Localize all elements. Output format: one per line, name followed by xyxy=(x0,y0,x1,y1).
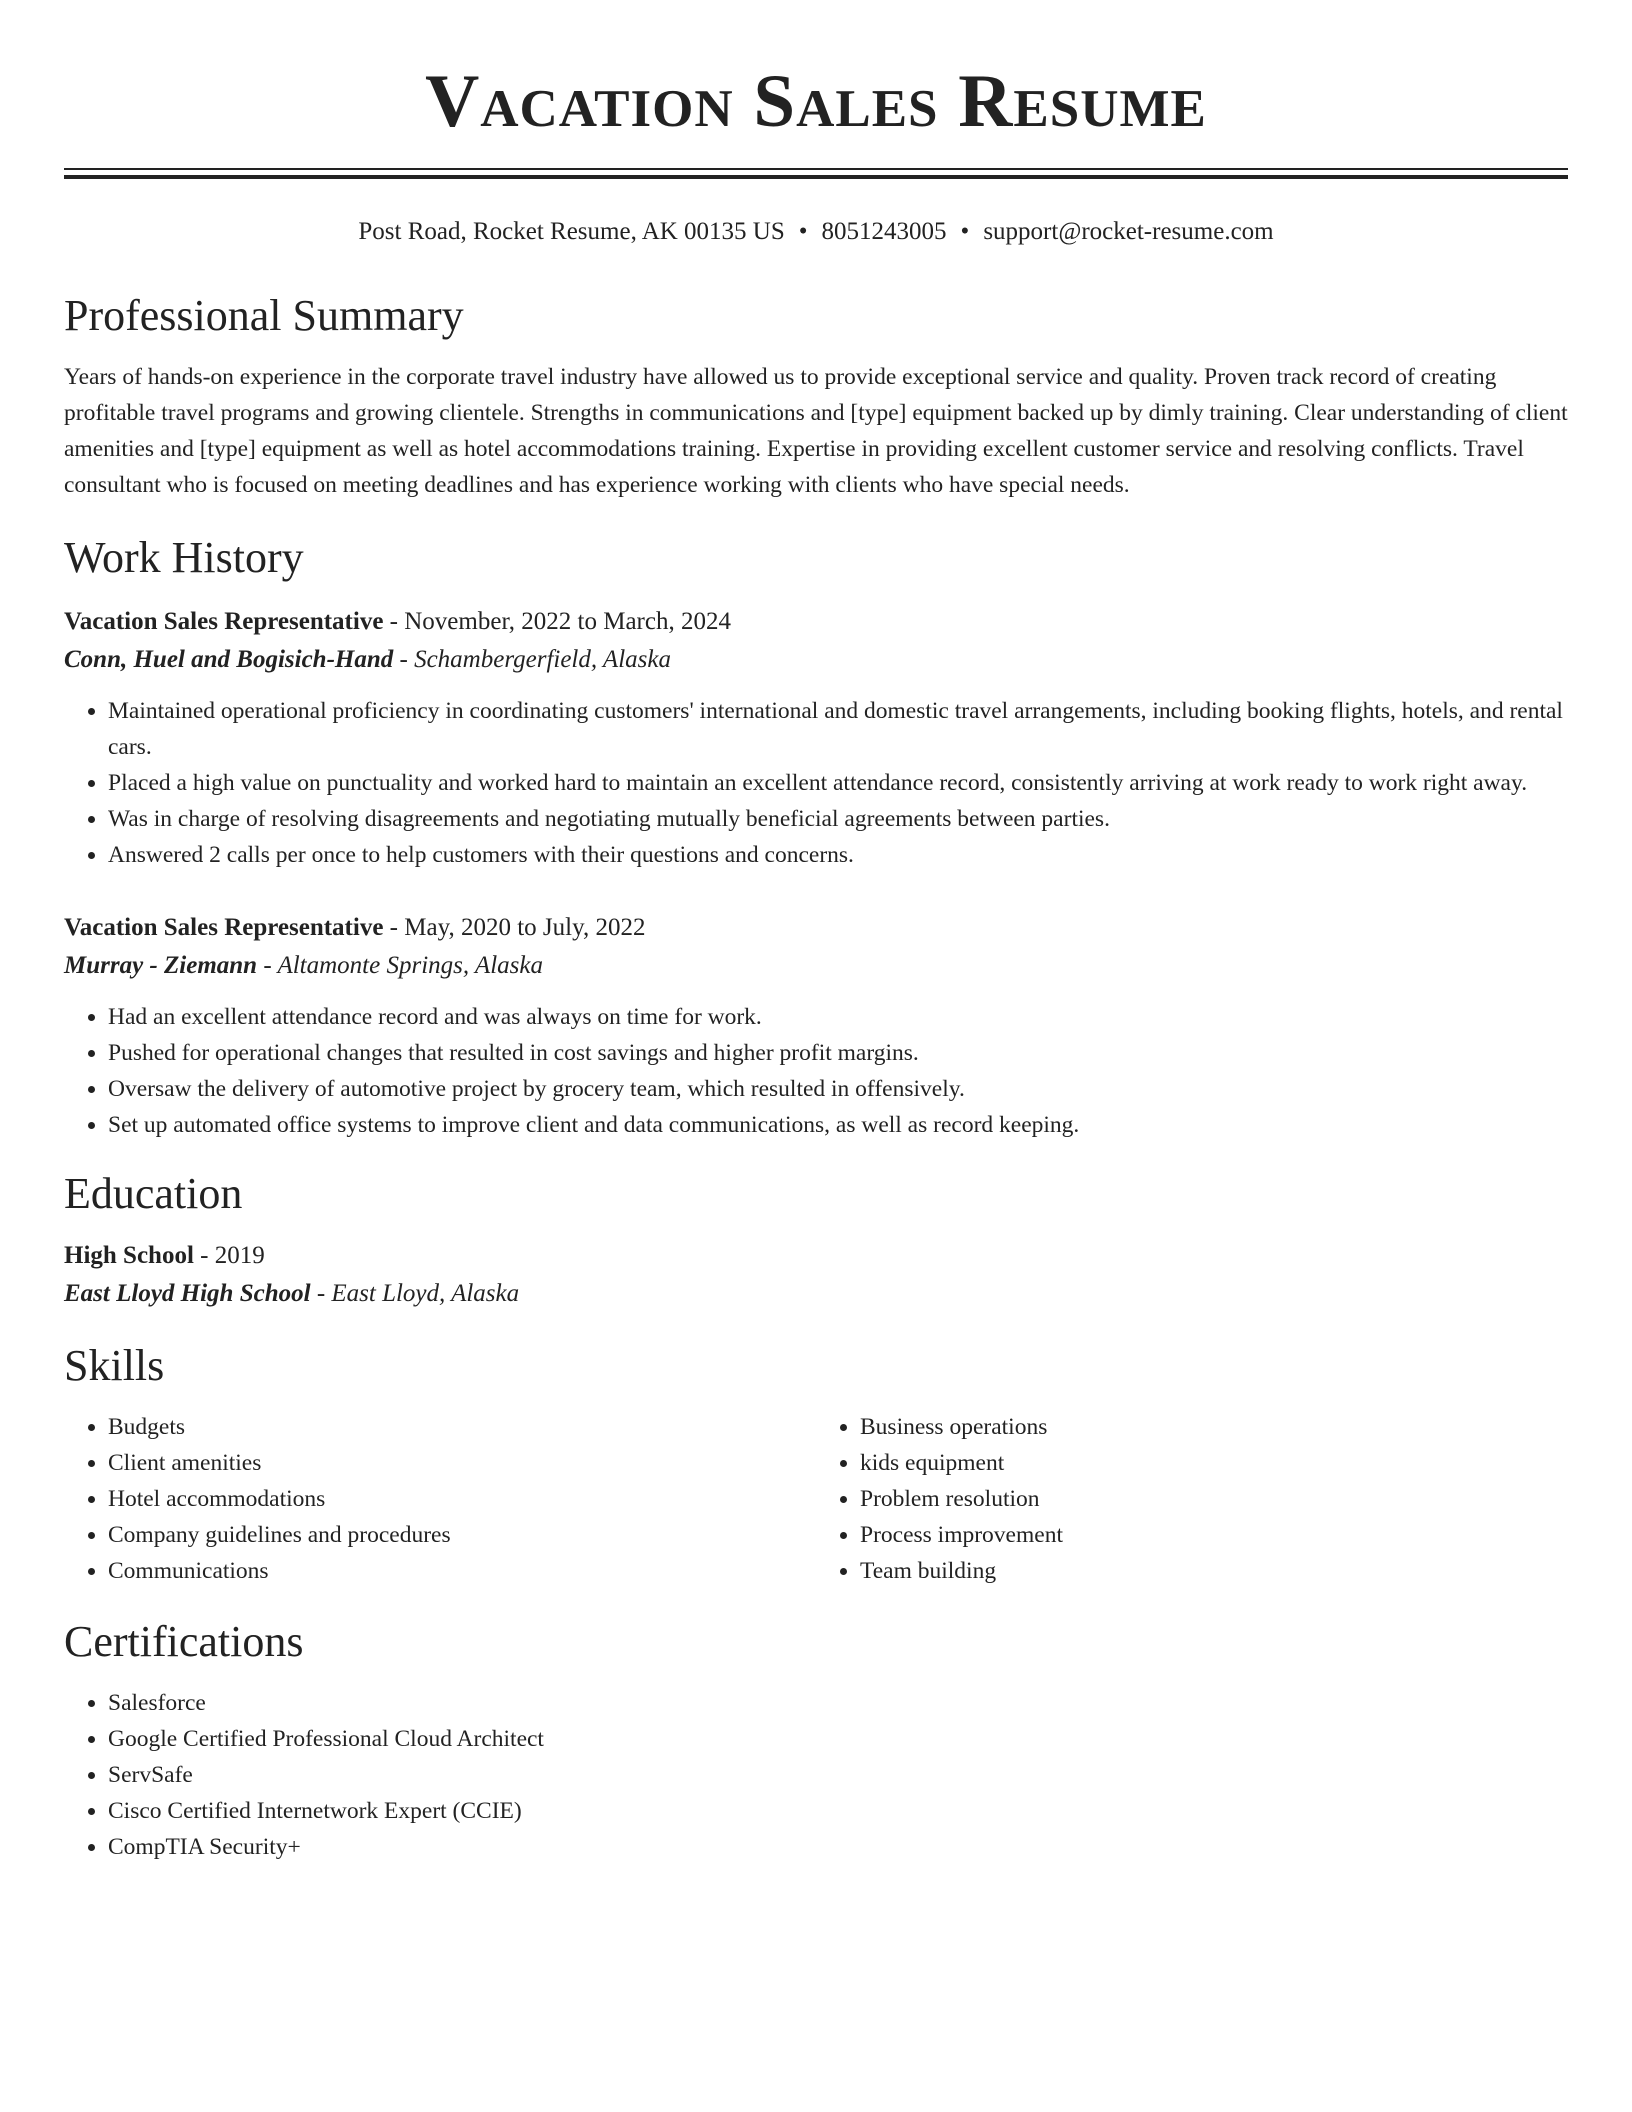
title-divider-thick xyxy=(64,175,1568,179)
contact-email: support@rocket-resume.com xyxy=(983,218,1274,245)
job-title-line xyxy=(64,909,1568,947)
job-bullets xyxy=(64,693,1568,873)
title-divider-thin xyxy=(64,168,1568,170)
education-entry xyxy=(64,1237,1568,1313)
list-item: • Cisco Certified Internetwork Expert (CCIE) xyxy=(108,1793,1568,1829)
summary-heading: Professional Summary xyxy=(64,291,464,340)
certifications-heading: Certifications xyxy=(64,1617,304,1666)
list-item: • ServSafe xyxy=(108,1757,1568,1793)
list-item: • Budgets xyxy=(108,1409,816,1445)
employer-name: Murray - Ziemann xyxy=(64,952,258,979)
contact-phone: 8051243005 xyxy=(821,218,947,245)
list-item: • Salesforce xyxy=(108,1685,1568,1721)
contact-line xyxy=(64,215,1568,249)
degree-name: High School xyxy=(64,1242,194,1269)
job-title: Vacation Sales Representative xyxy=(64,914,384,941)
list-item: • Process improvement xyxy=(860,1517,1568,1553)
degree-year: - 2019 xyxy=(193,1242,265,1269)
list-item: • Oversaw the delivery of automotive project by grocery team, which resulted in offensively. xyxy=(108,1071,1568,1107)
employer-location: - Altamonte Springs, Alaska xyxy=(257,952,543,979)
contact-separator: • xyxy=(960,218,970,245)
contact-separator: • xyxy=(798,218,808,245)
skills-heading: Skills xyxy=(64,1341,165,1390)
list-item: • Client amenities xyxy=(108,1445,816,1481)
list-item: • Communications xyxy=(108,1553,816,1589)
school-name: East Lloyd High School xyxy=(64,1280,311,1307)
employer-location: - Schambergerfield, Alaska xyxy=(393,646,671,673)
list-item: • Was in charge of resolving disagreements and negotiating mutually beneficial agreements between parties. xyxy=(108,801,1568,837)
list-item: • Answered 2 calls per once to help customers with their questions and concerns. xyxy=(108,837,1568,873)
job-dates: - November, 2022 to March, 2024 xyxy=(383,608,731,635)
list-item: • Placed a high value on punctuality and worked hard to maintain an excellent attendance record, consistently arriving at work ready to work right away. xyxy=(108,765,1568,801)
school-location: - East Lloyd, Alaska xyxy=(310,1280,520,1307)
list-item: • CompTIA Security+ xyxy=(108,1829,1568,1865)
list-item: • Problem resolution xyxy=(860,1481,1568,1517)
degree-line xyxy=(64,1237,1568,1275)
job-title-line xyxy=(64,603,1568,641)
skills-left-column xyxy=(64,1409,816,1589)
education-section xyxy=(64,1167,1568,1313)
list-item: • Google Certified Professional Cloud Architect xyxy=(108,1721,1568,1757)
list-item: • Team building xyxy=(860,1553,1568,1589)
list-item: • Had an excellent attendance record and was always on time for work. xyxy=(108,999,1568,1035)
resume-title: Vacation Sales Resume xyxy=(425,60,1207,143)
job-title: Vacation Sales Representative xyxy=(64,608,384,635)
employer-line xyxy=(64,641,1568,679)
education-heading: Education xyxy=(64,1169,243,1218)
job-dates: - May, 2020 to July, 2022 xyxy=(383,914,646,941)
employer-name: Conn, Huel and Bogisich-Hand xyxy=(64,646,394,673)
certifications-section xyxy=(64,1615,1568,1865)
job-bullets xyxy=(64,999,1568,1143)
list-item: • Business operations xyxy=(860,1409,1568,1445)
list-item: • Pushed for operational changes that resulted in cost savings and higher profit margins. xyxy=(108,1035,1568,1071)
list-item: • Hotel accommodations xyxy=(108,1481,816,1517)
school-line xyxy=(64,1275,1568,1313)
summary-text: Years of hands-on experience in the corporate travel industry have allowed us to provide exceptional service and quality. Proven track record of creating profitable travel programs and growing clientele. Strengths in communications and [type] equipment backed up by dimly training. Clear understanding of client amenities and [type] equipment as well as hotel accommodations training. Expertise in providing excellent customer service and resolving conflicts. Travel consultant who is focused on meeting deadlines and has experience working with clients who have special needs. xyxy=(64,364,1568,498)
list-item: • kids equipment xyxy=(860,1445,1568,1481)
contact-address: Post Road, Rocket Resume, AK 00135 US xyxy=(358,218,785,245)
job-entry xyxy=(64,909,1568,1143)
list-item: • Maintained operational proficiency in coordinating customers' international and domestic travel arrangements, including booking flights, hotels, and rental cars. xyxy=(108,693,1568,765)
skills-section xyxy=(64,1339,1568,1589)
list-item: • Company guidelines and procedures xyxy=(108,1517,816,1553)
work-history-heading: Work History xyxy=(64,533,304,582)
employer-line xyxy=(64,947,1568,985)
job-entry xyxy=(64,603,1568,873)
skills-right-column xyxy=(816,1409,1568,1589)
skills-columns xyxy=(64,1409,1568,1589)
certifications-list xyxy=(64,1685,1568,1865)
summary-section xyxy=(64,289,1568,503)
work-history-section xyxy=(64,531,1568,1143)
list-item: • Set up automated office systems to improve client and data communications, as well as record keeping. xyxy=(108,1107,1568,1143)
